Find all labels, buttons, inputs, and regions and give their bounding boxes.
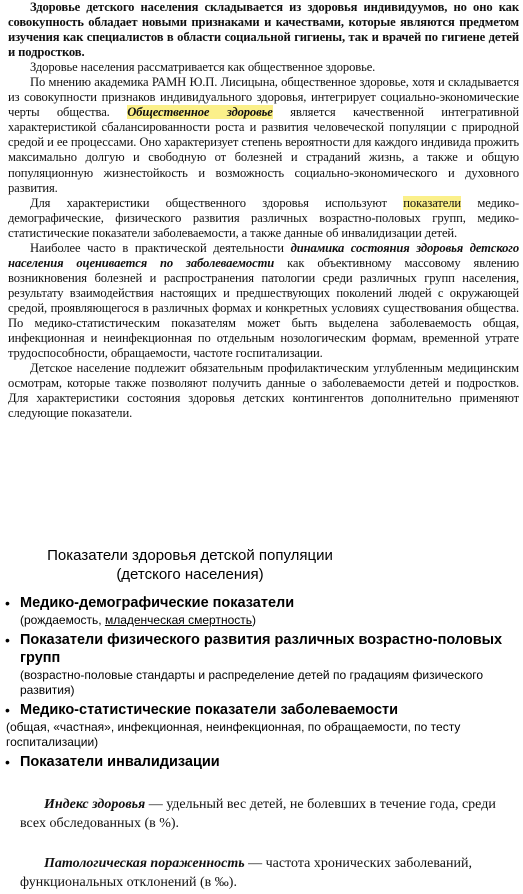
- definitions-block: [0, 795, 523, 894]
- paragraph-indicators-rest: медико-демографические, физического развития различных возрастно-половых групп, медико-статистические показатели заболеваемости, а также данные об инвалидизации детей.: [8, 195, 520, 240]
- highlight-indicators-term: показатели: [403, 195, 461, 210]
- highlight-public-health-term: Общественное здоровье: [127, 105, 273, 120]
- paragraph-checkups: Детское население подлежит обязательным профилактическим углубленным медицинским осмотрам, которые также позволяют получить данные о заболеваемости детей и подростков. Для характеристики состояния здоровья детских контингентов дополнительно применяют следующие показатели.: [8, 361, 519, 421]
- definition-term: Индекс здоровья: [44, 797, 146, 812]
- bullet-icon: •: [5, 754, 10, 770]
- definition-text: — частота хронических заболеваний, функциональных отклонений (в ‰).: [20, 856, 472, 890]
- definition-pathological-prevalence: [0, 854, 523, 892]
- slide-title-line2: (детского населения): [116, 566, 264, 583]
- list-item: [0, 594, 523, 628]
- paragraph-lisitsyn-rest: является качественной интегративной характеристикой сбалансированности роста и развития человеческой популяции с природной средой и ее процессами. Оно характеризует степень вероятности для каждого индивида прожить максимально долгую и свободную от болезней и страданий жизнь, а также и общую популяционную жизнестойкость и возможность социально-экономического и духовного развития.: [8, 105, 520, 195]
- list-item-title: Медико-статистические показатели заболеваемости: [20, 702, 399, 718]
- list-item: [0, 753, 523, 771]
- list-item-subtitle: [20, 613, 523, 628]
- definition-health-index: [0, 795, 523, 833]
- paragraph-morbidity-rest: как объективному массовому явлению возникновения болезней и распространения патологии среди различных групп населения, результату взаимодействия настоящих и предшествующих поколений людей с окружающей средой, проявляющегося в различных формах и конкретных условиях существования общества. По медико-статистическим показателям может быть выделена заболеваемость общая, инфекционная и неинфекционная по отдельным нозологическим формам, временной утрате трудоспособности, обращаемости, частоте госпитализации.: [8, 255, 520, 361]
- paragraph-morbidity-text: Наиболее часто в практической деятельности: [30, 240, 284, 255]
- bullet-icon: •: [5, 632, 10, 648]
- list-item-title: Показатели инвалидизации: [20, 754, 220, 770]
- bullet-icon: •: [5, 702, 10, 718]
- paragraph-morbidity: [0, 241, 523, 361]
- list-item-subtitle-end: ): [252, 613, 256, 627]
- paragraph-lisitsyn: [0, 75, 523, 195]
- paragraph-lisitsyn-text: По мнению академика РАМН Ю.П. Лисицына, общественное здоровье, хотя и складывается из совокупности признаков индивидуального здоровья, интегрирует социально-экономические черты общества.: [8, 75, 519, 120]
- bullet-icon: •: [5, 595, 10, 611]
- list-item: [0, 631, 523, 698]
- morbidity-emphasis: динамика состояния здоровья детского населения оценивается по заболеваемости: [8, 240, 519, 270]
- paragraph-indicators-text: Для характеристики общественного здоровья используют: [30, 195, 387, 210]
- indicators-slide: [0, 540, 523, 790]
- list-item-title: Показатели физического развития различных возрастно-половых групп: [20, 632, 503, 666]
- slide-title: [0, 546, 380, 584]
- paragraph-public-health: Здоровье населения рассматривается как общественное здоровье.: [30, 60, 376, 75]
- list-item-subtitle-text: (рождаемость,: [20, 613, 105, 627]
- paragraph-intro: Здоровье детского населения складывается из здоровья индивидуумов, но оно как совокупность обладает новыми признаками и качествами, которые являются предметом изучения как специалистов в области социальной гигиены, так и врачей по гигиене детей и подростков.: [8, 0, 519, 60]
- indicator-list: [0, 594, 523, 771]
- paragraph-indicators: [0, 196, 523, 241]
- list-item: [0, 701, 523, 750]
- list-item-subtitle: (возрастно-половые стандарты и распределение детей по градациям физического развития): [20, 668, 484, 697]
- list-item-title: Медико-демографические показатели: [20, 595, 295, 611]
- slide-title-line1: Показатели здоровья детской популяции: [47, 547, 333, 564]
- definition-text: — удельный вес детей, не болевших в течение года, среди всех обследованных (в %).: [20, 797, 496, 831]
- definition-term: Патологическая пораженность: [44, 856, 245, 871]
- list-item-subtitle: (общая, «частная», инфекционная, неинфекционная, по обращаемости, по тесту госпитализации): [6, 720, 461, 749]
- underlined-term: младенческая смертность: [104, 613, 252, 627]
